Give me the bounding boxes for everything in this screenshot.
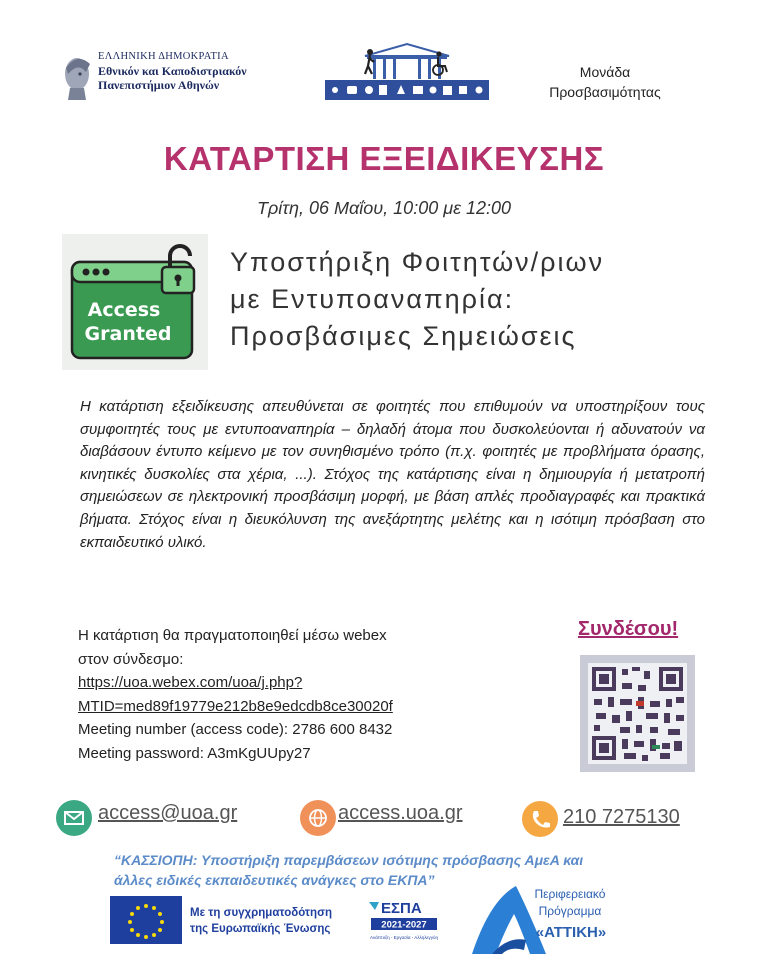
qr-code[interactable]: [580, 655, 695, 772]
espa-logo: [365, 896, 443, 944]
espa-title: ΕΣΠΑ: [381, 900, 422, 917]
unit-line1: Μονάδα: [579, 64, 631, 80]
access-granted-graphic: [62, 234, 208, 370]
graphic-line2: Granted: [84, 323, 172, 345]
meeting-number: Meeting number (access code): 2786 600 8432: [78, 721, 393, 738]
webex-link-part2[interactable]: MTID=med89f19779e212b8e9edcdb8ce30020f: [78, 697, 393, 715]
unit-name: [530, 62, 680, 102]
meeting-link-label: στον σύνδεσμο:: [78, 650, 184, 668]
kass-line1: “ΚΑΣΣΙΟΠΗ: Υποστήριξη παρεμβάσεων ισότιμης πρόσβασης ΑμεΑ και: [114, 852, 584, 868]
eu-line2: της Ευρωπαϊκής Ένωσης: [190, 923, 331, 935]
unit-line2: Προσβασιμότητας: [549, 84, 661, 100]
attiki-line1: Περιφερειακό: [534, 887, 606, 901]
uoa-line1: ΕΛΛΗΝΙΚΗ ΔΗΜΟΚΡΑΤΙΑ: [98, 51, 229, 62]
email-icon: [56, 800, 92, 836]
eu-line1: Με τη συγχρηματοδότηση: [190, 907, 332, 919]
uoa-line2: Εθνικόν και Καποδιστριακόν: [98, 64, 247, 78]
uoa-line3: Πανεπιστήμιον Αθηνών: [98, 78, 220, 92]
webex-link-part1[interactable]: https://uoa.webex.com/uoa/j.php?: [78, 674, 303, 691]
athena-head-icon: [60, 52, 94, 102]
phone-icon: [522, 801, 558, 837]
uoa-name: [98, 50, 247, 92]
event-date: Τρίτη, 06 Μαΐου, 10:00 με 12:00: [256, 198, 512, 218]
attiki-line2: Πρόγραμμα: [538, 904, 602, 918]
eu-cofunding-logo: [110, 896, 362, 944]
meeting-password: Meeting password: A3mKgUUpy27: [78, 744, 311, 762]
attiki-program-logo: [470, 880, 650, 956]
subtitle-line3: Προσβάσιμες Σημειώσεις: [230, 321, 577, 351]
espa-years: 2021-2027: [381, 919, 427, 931]
email-link[interactable]: access@uoa.gr: [98, 802, 238, 824]
meeting-intro: Η κατάρτιση θα πραγματοποιηθεί μέσω webex: [78, 627, 387, 644]
globe-icon: [300, 800, 336, 836]
phone-number[interactable]: 210 7275130: [563, 806, 680, 828]
graphic-line1: Access: [87, 299, 161, 321]
accessibility-unit-logo: [325, 42, 489, 102]
meeting-info: [78, 624, 393, 765]
subtitle-line1: Υποστήριξη Φοιτητών/ριων: [230, 247, 605, 277]
connect-link[interactable]: Συνδέσου!: [578, 618, 679, 640]
description-paragraph: Η κατάρτιση εξειδίκευσης απευθύνεται σε φοιτητές που επιθυμούν να υποστηρίξουν τους συμφοιτητές τους με εντυποαναπηρία – δηλαδή άτομα που δυσκολεύονται ή αδυνατούν να διαβάσουν έντυπο κείμενο με τον συνηθισμένο τρόπο (π.χ. φοιτητές με προβλήματα όρασης, κινητικές δυσκολίες στα χέρια, ...). Στόχος της κατάρτισης είναι η δημιουργία ή μετατροπή σημειώσεων σε ηλεκτρονική προσβάσιμη μορφή, με βάση απλές προδιαγραφές και πρακτικά βήματα. Στόχος είναι η διευκόλυνση της ανεξάρτητης μελέτης και η ισότιμη πρόσβαση στο εκπαιδευτικό υλικό.: [80, 398, 705, 551]
page-title: ΚΑΤΑΡΤΙΣΗ ΕΞΕΙΔΙΚΕΥΣΗΣ: [163, 140, 605, 177]
subtitle-line2: με Εντυποαναπηρία:: [230, 284, 515, 314]
website-link[interactable]: access.uoa.gr: [338, 802, 463, 824]
kass-line2: άλλες ειδικές εκπαιδευτικές ανάγκες στο ΕΚΠΑ”: [114, 872, 435, 888]
event-subtitle: [230, 244, 750, 355]
attiki-line3: «ΑΤΤΙΚΗ»: [535, 924, 607, 941]
espa-note: Ανάπτυξη - Εργασία - Αλληλεγγύη: [370, 935, 438, 940]
